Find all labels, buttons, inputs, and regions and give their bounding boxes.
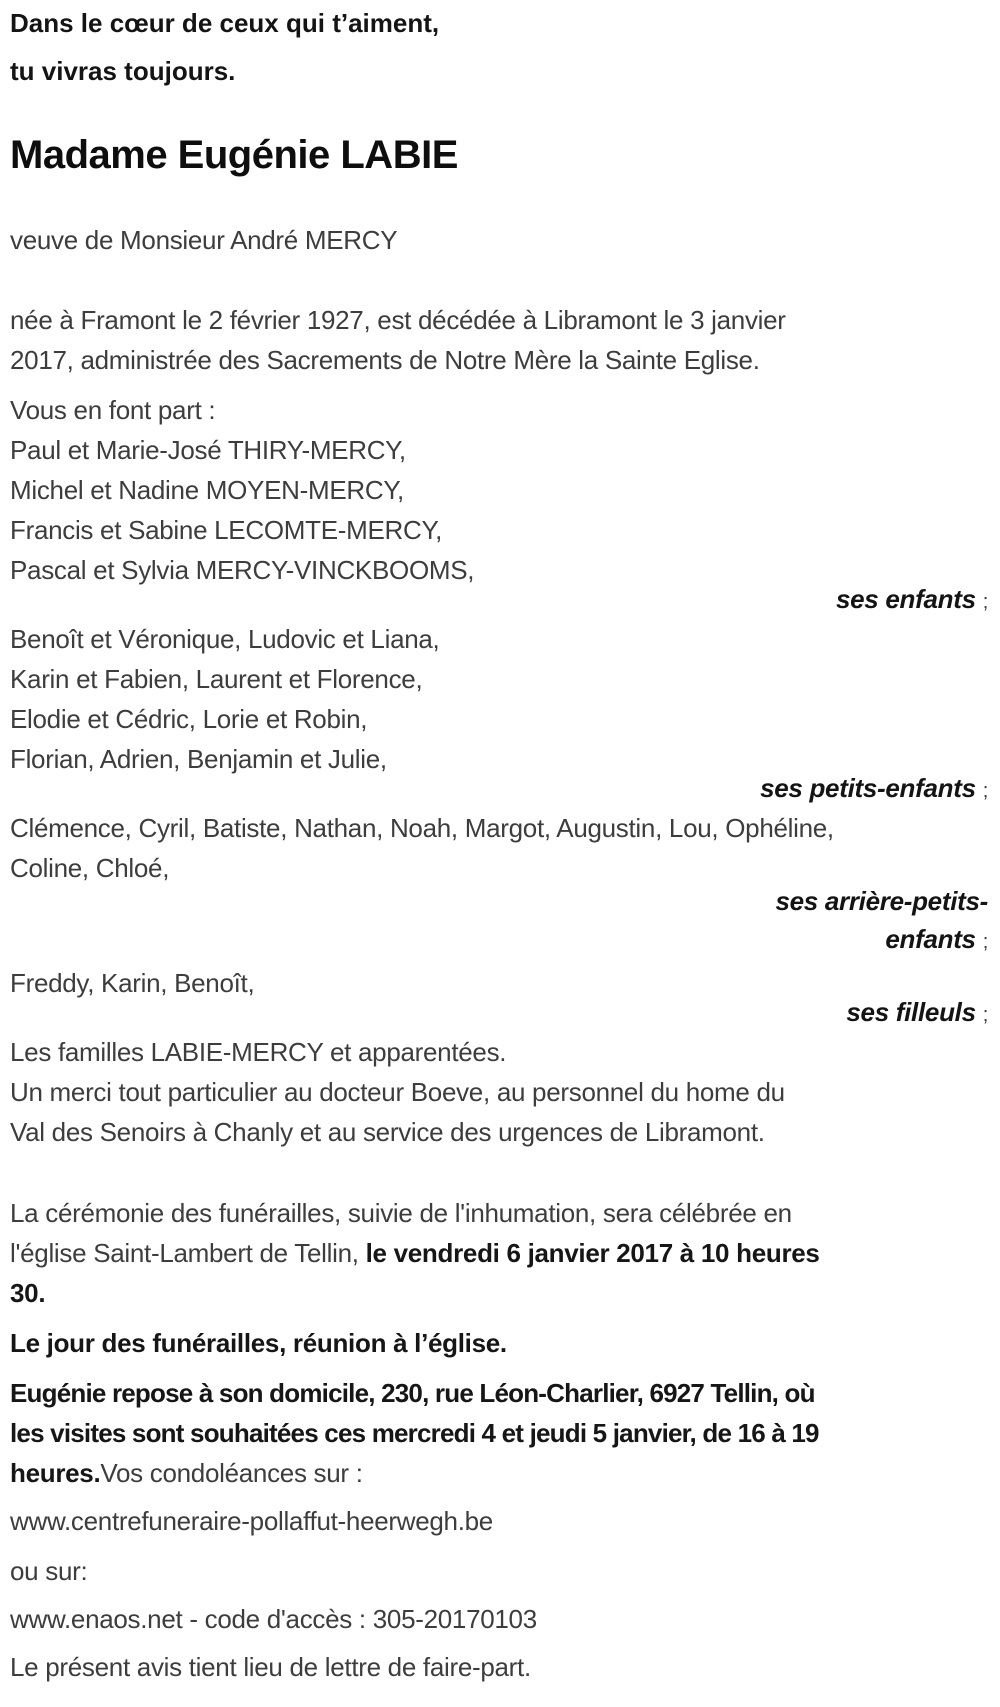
ceremony-line-2 [10,1233,988,1273]
relationship-label-text: ses petits-enfants [760,773,976,803]
ceremony-paragraph [10,1193,988,1313]
condolence-site-link-1[interactable]: www.centrefuneraire-pollaffut-heerwegh.be [10,1506,493,1536]
great-grandchildren-line: Clémence, Cyril, Batiste, Nathan, Noah, Margot, Augustin, Lou, Ophéline, [10,813,834,843]
visits-hours-bold: heures. [10,1458,101,1488]
condolences-intro: Vos condoléances sur : [100,1458,363,1488]
visits-line-3 [10,1453,988,1493]
biography-line-2: 2017, administrée des Sacrements de Notre Mère la Sainte Eglise. [10,345,760,375]
great-grandchildren-group [10,808,988,888]
relationship-label-punctuation: ; [982,591,988,613]
meeting-line: Le jour des funérailles, réunion à l’église. [10,1328,507,1358]
condolence-site-link-2[interactable]: www.enaos.net - code d'accès : 305-20170103 [10,1604,537,1634]
relationship-label-punctuation: ; [982,1004,988,1026]
relationship-label-text: ses enfants [835,584,976,614]
ceremony-date-bold: le vendredi 6 janvier 2017 à 10 heures [365,1238,820,1268]
visits-paragraph [10,1373,988,1493]
ceremony-line-3: 30. [10,1278,46,1308]
children-line: Francis et Sabine LECOMTE-MERCY, [10,515,443,545]
thanks-paragraph [10,1072,988,1152]
children-line: Michel et Nadine MOYEN-MERCY, [10,475,404,505]
or-label: ou sur: [10,1556,88,1586]
grandchildren-line: Karin et Fabien, Laurent et Florence, [10,664,423,694]
grandchildren-line: Elodie et Cédric, Lorie et Robin, [10,704,368,734]
announcement-intro: Vous en font part : [10,395,216,425]
thanks-line-2: Val des Senoirs à Chanly et au service des urgences de Libramont. [10,1117,765,1147]
grandchildren-group [10,619,988,779]
thanks-line-1: Un merci tout particulier au docteur Boeve, au personnel du home du [10,1077,785,1107]
relationship-label-punctuation: ; [982,780,988,802]
ceremony-line-1: La cérémonie des funérailles, suivie de l'inhumation, sera célébrée en [10,1198,792,1228]
deceased-name-title: Madame Eugénie LABIE [10,133,458,177]
great-grandchildren-line: Coline, Chloé, [10,853,170,883]
biography-line-1: née à Framont le 2 février 1927, est décédée à Libramont le 3 janvier [10,305,786,335]
biography-paragraph [10,300,988,380]
relationship-label-text: ses arrière-petits-enfants [775,886,988,954]
grandchildren-line: Florian, Adrien, Benjamin et Julie, [10,744,387,774]
godchildren-line: Freddy, Karin, Benoît, [10,968,255,998]
relation-line: veuve de Monsieur André MERCY [10,225,398,255]
families-line: Les familles LABIE-MERCY et apparentées. [10,1037,507,1067]
children-line: Paul et Marie-José THIRY-MERCY, [10,435,406,465]
relationship-label-great-grandchildren [10,882,988,961]
relationship-label-text: ses filleuls [846,997,976,1027]
footer-line: Le présent avis tient lieu de lettre de faire-part. [10,1652,531,1682]
ceremony-line-2-regular: l'église Saint-Lambert de Tellin, [10,1238,366,1268]
relationship-label-punctuation: ; [982,931,988,953]
children-line: Pascal et Sylvia MERCY-VINCKBOOMS, [10,555,475,585]
visits-line-1: Eugénie repose à son domicile, 230, rue Léon-Charlier, 6927 Tellin, où [10,1378,815,1408]
visits-line-2: les visites sont souhaitées ces mercredi 4 et jeudi 5 janvier, de 16 à 19 [10,1418,819,1448]
epigraph-line-2: tu vivras toujours. [10,56,236,86]
children-group [10,390,988,590]
grandchildren-line: Benoît et Véronique, Ludovic et Liana, [10,624,440,654]
epigraph-line-1: Dans le cœur de ceux qui t’aiment, [10,8,440,38]
